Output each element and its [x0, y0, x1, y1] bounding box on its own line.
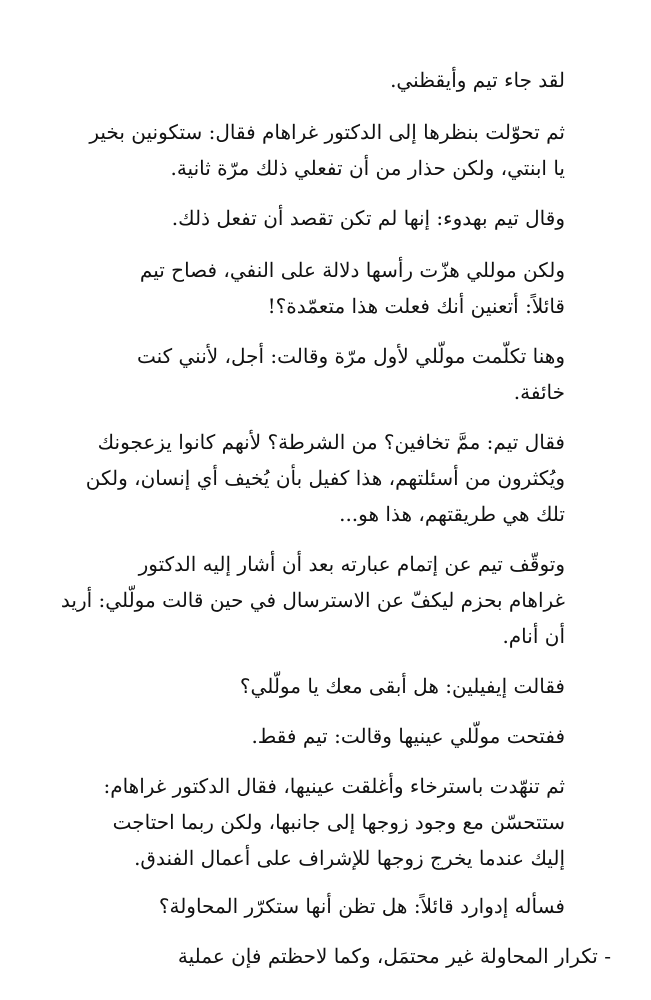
text-line: خائفة.: [513, 380, 565, 404]
text-line: ويُكثرون من أسئلتهم، هذا كفيل بأن يُخيف أي إنسان، ولكن: [85, 466, 565, 490]
paragraph: [48, 62, 565, 98]
text-line: يا ابنتي، ولكن حذار من أن تفعلي ذلك مرّة ثانية.: [170, 156, 565, 180]
text-line: فقال تيم: ممَّ تخافين؟ من الشرطة؟ لأنهم كانوا يزعجونك: [97, 430, 565, 454]
text-line: ففتحت مولّلي عينيها وقالت: تيم فقط.: [251, 724, 565, 748]
text-line: قائلاً: أتعنين أنك فعلت هذا متعمّدة؟!: [267, 294, 565, 318]
paragraph: [48, 252, 565, 324]
paragraph: [48, 938, 611, 974]
text-line: إليك عندما يخرج زوجها للإشراف على أعمال الفندق.: [134, 846, 565, 870]
text-line: فسأله إدوارد قائلاً: هل تظن أنها ستكرّر المحاولة؟: [158, 894, 565, 918]
text-line: غراهام بحزم ليكفّ عن الاسترسال في حين قالت مولّلي: أريد: [60, 588, 565, 612]
text-line: تلك هي طريقتهم، هذا هو...: [339, 502, 565, 526]
paragraph: [48, 718, 565, 754]
paragraph: [48, 200, 565, 236]
paragraph: [48, 424, 565, 532]
paragraph: [48, 546, 565, 654]
text-line: - تكرار المحاولة غير محتمَل، وكما لاحظتم فإن عملية: [177, 944, 611, 968]
text-line: أن أنام.: [502, 624, 565, 648]
text-line: ستتحسّن مع وجود زوجها إلى جانبها، ولكن ربما احتاجت: [112, 810, 565, 834]
text-line: فقالت إيفيلين: هل أبقى معك يا مولّلي؟: [239, 674, 565, 698]
text-line: ثم تحوّلت بنظرها إلى الدكتور غراهام فقال: ستكونين بخير: [89, 120, 565, 144]
text-line: ثم تنهّدت باسترخاء وأغلقت عينيها، فقال الدكتور غراهام:: [103, 774, 565, 798]
text-line: ولكن موللي هزّت رأسها دلالة على النفي، فصاح تيم: [139, 258, 565, 282]
text-line: وهنا تكلّمت مولّلي لأول مرّة وقالت: أجل، لأنني كنت: [136, 344, 565, 368]
text-line: وتوقّف تيم عن إتمام عبارته بعد أن أشار إليه الدكتور: [138, 552, 565, 576]
paragraph: [48, 338, 565, 410]
paragraph: [48, 114, 565, 186]
text-line: لقد جاء تيم وأيقظني.: [390, 68, 565, 92]
paragraph: [48, 668, 565, 704]
paragraph: [48, 888, 565, 924]
paragraph: [48, 768, 565, 876]
text-line: وقال تيم بهدوء: إنها لم تكن تقصد أن تفعل ذلك.: [171, 206, 565, 230]
